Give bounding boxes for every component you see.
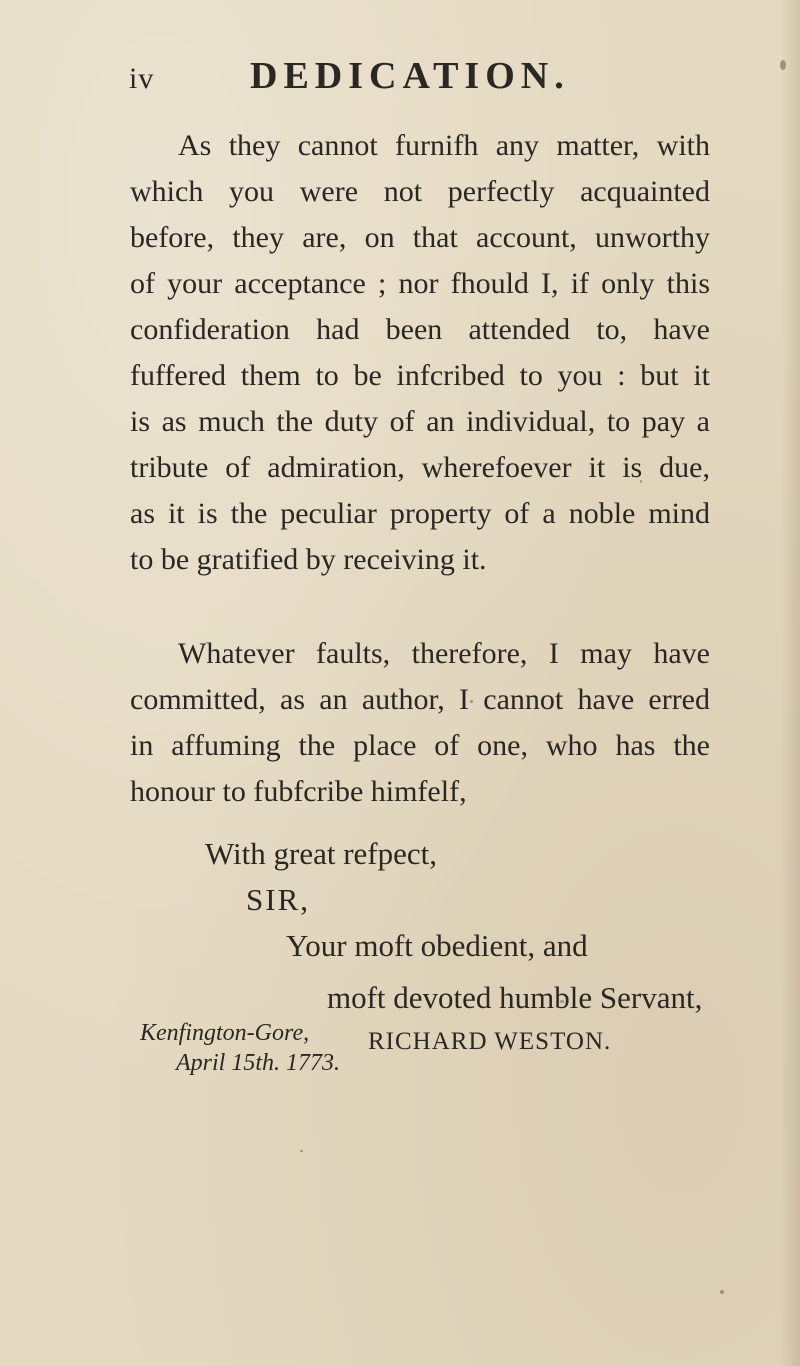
text-line: is as much the duty of an individual, to pay a [130,405,710,438]
text-line: fuffered them to be infcribed to you : but it [130,359,710,392]
closing-obedient: Your moft obedient, and [286,928,588,963]
paper-speck [720,1290,724,1294]
running-head: DEDICATION. [250,55,570,97]
closing-servant: moft devoted humble Servant, [327,980,703,1015]
text-line: before, they are, on that account, unworthy [130,221,710,254]
page-edge-shadow [780,0,800,1366]
text-line: which you were not perfectly acquainted [130,175,710,208]
text-line: of your acceptance ; nor fhould I, if only this [130,267,710,300]
signature-place: Kenfington-Gore, [140,1020,310,1046]
text-line: in affuming the place of one, who has the [130,729,710,762]
closing-respect: With great refpect, [205,836,437,871]
signature-date: April 15th. 1773. [176,1050,341,1076]
paper-speck [300,1150,303,1152]
text-line: As they cannot furnifh any matter, with [178,129,710,162]
text-line: to be gratified by receiving it. [130,543,487,576]
signature-name: RICHARD WESTON. [368,1028,612,1055]
text-line: Whatever faults, therefore, I may have [178,637,710,670]
paper-speck [780,60,786,70]
closing-salutation: SIR, [246,882,310,917]
text-line: confideration had been attended to, have [130,313,710,346]
text-line: as it is the peculiar property of a noble mind [130,497,710,530]
text-line: honour to fubfcribe himfelf, [130,775,467,808]
text-line: committed, as an author, I cannot have erred [130,683,710,716]
page-number: iv [129,62,155,95]
text-line: tribute of admiration, wherefoever it is due, [130,451,710,484]
